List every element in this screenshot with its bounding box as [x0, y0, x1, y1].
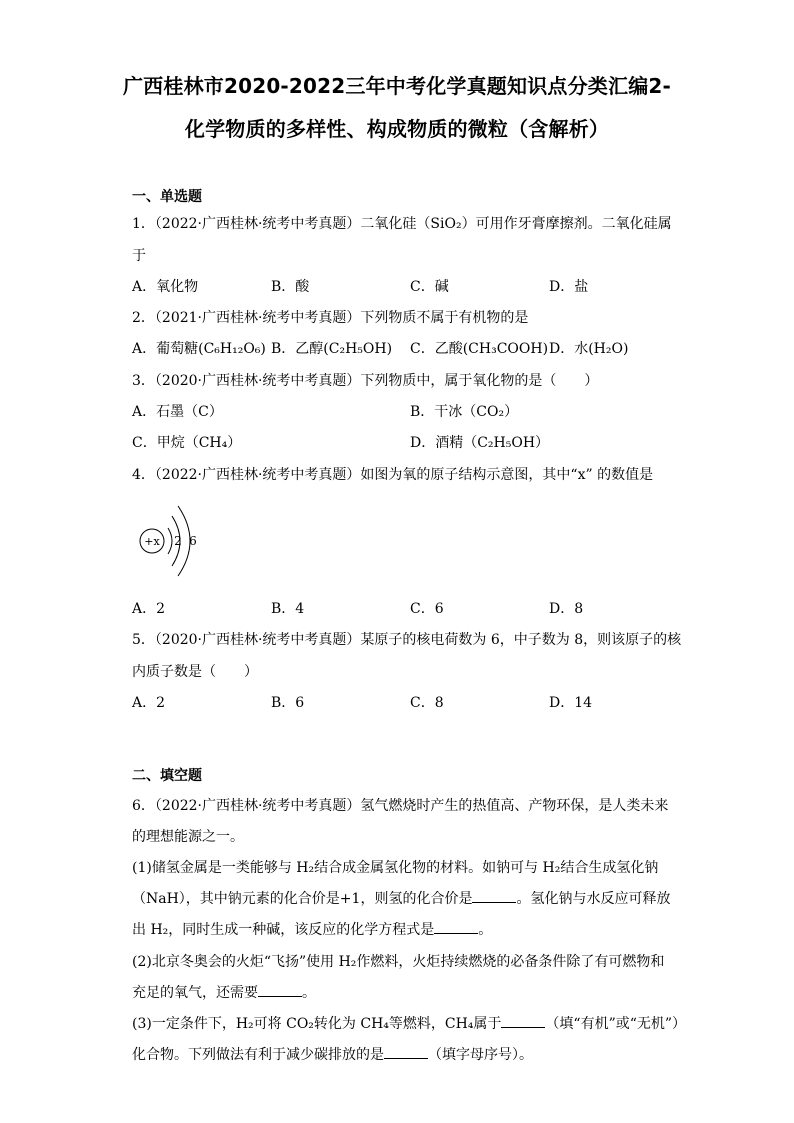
question-6-part-2-text-b: 。: [302, 985, 316, 1001]
question-3-option-d[interactable]: D．酒精（C₂H₅OH）: [410, 435, 550, 451]
question-4-option-d[interactable]: D．8: [549, 601, 584, 617]
question-3-option-c[interactable]: C．甲烷（CH₄）: [132, 435, 242, 451]
question-6-part-2-text-a: 充足的氧气，还需要: [132, 985, 258, 1001]
question-2-option-b[interactable]: B．乙醇(C₂H₅OH): [271, 341, 393, 357]
question-6-part-1-text: (1)储氢金属是一类能够与 H₂结合成金属氢化物的材料。如钠可与 H₂结合生成氢化钠: [132, 860, 659, 876]
oxygen-atom-structure-diagram: [132, 498, 222, 580]
question-1-option-d[interactable]: D．盐: [549, 279, 589, 295]
question-3-option-a[interactable]: A．石墨（C）: [132, 404, 223, 420]
question-6-text: 6．（2022·广西桂林·统考中考真题）氢气燃烧时产生的热值高、产物环保，是人类未来: [132, 798, 669, 814]
answer-blank-chemical-equation[interactable]: [434, 921, 478, 934]
question-5-option-c[interactable]: C．8: [410, 695, 444, 711]
question-1-option-b[interactable]: B．酸: [271, 279, 310, 295]
question-1-option-c[interactable]: C．碱: [410, 279, 449, 295]
shell-1-electron-count: 2: [174, 534, 182, 548]
question-1-text: 1．（2022·广西桂林·统考中考真题）二氧化硅（SiO₂）可用作牙膏摩擦剂。二氧化硅属: [132, 216, 672, 232]
question-1-option-a[interactable]: A．氧化物: [132, 279, 199, 295]
question-4-text: 4．（2022·广西桂林·统考中考真题）如图为氧的原子结构示意图，其中“x” 的数值是: [132, 467, 654, 483]
nucleus-charge-label: +x: [144, 535, 160, 548]
question-5-text: 5．（2020·广西桂林·统考中考真题）某原子的核电荷数为 6，中子数为 8，则该原子的核: [132, 632, 682, 648]
shell-2-electron-count: 6: [189, 534, 197, 548]
question-6-part-3-line-2: [132, 1044, 533, 1064]
question-4-option-c[interactable]: C．6: [410, 601, 444, 617]
question-4-option-a[interactable]: A．2: [132, 601, 166, 617]
question-1-text-cont: 于: [132, 248, 146, 264]
answer-blank-combustion-condition[interactable]: [258, 984, 302, 997]
question-5-option-d[interactable]: D．14: [549, 695, 593, 711]
question-6-part-2-line-2: [132, 982, 316, 1002]
question-6-part-3-text-d: （填字母序号）。: [428, 1047, 533, 1063]
document-title-line-1: 广西桂林市2020-2022三年中考化学真题知识点分类汇编2-: [122, 74, 672, 98]
question-2-text: 2．（2021·广西桂林·统考中考真题）下列物质不属于有机物的是: [132, 310, 529, 326]
question-6-part-1-text-b: 。氢化钠与水反应可释放: [516, 891, 671, 907]
section-heading-single-choice: 一、单选题: [132, 189, 202, 205]
question-6-part-3-text-b: （填“有机”或“无机”）: [545, 1016, 687, 1032]
question-6-text-cont: 的理想能源之一。: [132, 829, 244, 845]
question-6-part-1-line-2: [132, 888, 670, 908]
question-6-part-1-text-a: （NaH），其中钠元素的化合价是+1，则氢的化合价是: [132, 891, 473, 907]
question-5-option-b[interactable]: B．6: [271, 695, 305, 711]
document-title-line-2: 化学物质的多样性、构成物质的微粒（含解析）: [184, 117, 610, 141]
question-6-part-1-text-d: 。: [478, 922, 493, 938]
question-3-option-b[interactable]: B．干冰（CO₂）: [410, 404, 519, 420]
electron-shell-arc-1: [168, 528, 172, 554]
answer-blank-organic-inorganic[interactable]: [501, 1015, 545, 1028]
question-3-text: 3．（2020·广西桂林·统考中考真题）下列物质中，属于氧化物的是（ ）: [132, 373, 599, 389]
question-6-part-3-line-1: [132, 1013, 686, 1033]
question-6-part-3-text-a: (3)一定条件下，H₂可将 CO₂转化为 CH₄等燃料，CH₄属于: [132, 1016, 502, 1032]
question-2-option-a[interactable]: A．葡萄糖(C₆H₁₂O₆): [132, 341, 266, 357]
question-2-option-c[interactable]: C．乙酸(CH₃COOH): [410, 341, 549, 357]
question-6-part-1-line-3: [132, 919, 492, 939]
question-5-option-a[interactable]: A．2: [132, 695, 166, 711]
question-5-text-cont: 内质子数是（ ）: [132, 664, 258, 680]
answer-blank-hydrogen-valence[interactable]: [472, 890, 516, 903]
answer-blank-carbon-reduction[interactable]: [384, 1046, 428, 1059]
question-2-option-d[interactable]: D．水(H₂O): [549, 341, 629, 357]
question-4-option-b[interactable]: B．4: [271, 601, 305, 617]
question-6-part-1-text-c: 出 H₂，同时生成一种碱，该反应的化学方程式是: [132, 922, 435, 938]
question-6-part-3-text-c: 化合物。下列做法有利于减少碳排放的是: [132, 1047, 384, 1063]
question-6-part-2-text: (2)北京冬奥会的火炬“飞扬”使用 H₂作燃料，火炬持续燃烧的必备条件除了有可燃物和: [132, 954, 665, 970]
section-heading-fill-in: 二、填空题: [132, 768, 202, 784]
